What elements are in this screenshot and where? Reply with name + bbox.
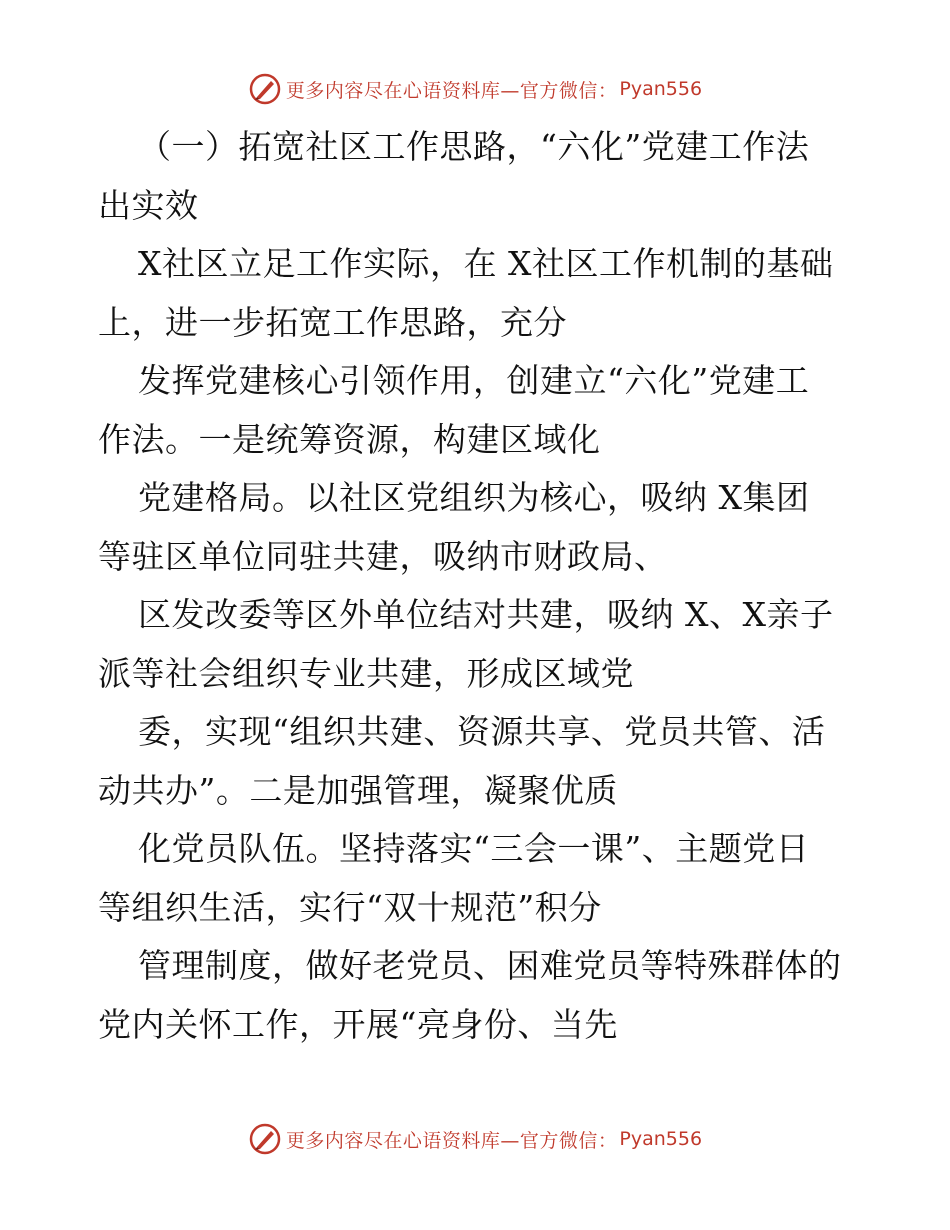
paragraph-line: 动共办”。二是加强管理，凝聚优质 [98,770,618,810]
paragraph-line: 发挥党建核心引领作用，创建立“六化”党建工 [138,361,810,400]
paragraph-line: 等驻区单位同驻共建，吸纳市财政局、 [98,536,668,576]
document-body [98,118,858,1054]
section-heading-line-2: 出实效 [98,185,199,225]
watermark-wechat-id: Pyan556 [619,1128,703,1150]
watermark-text: 更多内容尽在心语资料库—官方微信： [285,1129,618,1152]
quill-pen-logo-icon [248,1122,282,1156]
header-watermark [0,72,950,106]
paragraph-line: X社区立足工作实际，在 X社区工作机制的基础 [138,244,834,283]
paragraph-line: 等组织生活，实行“双十规范”积分 [98,887,602,927]
paragraph-line: 管理制度，做好老党员、困难党员等特殊群体的 [138,946,842,985]
section-heading-line-1: （一）拓宽社区工作思路，“六化”党建工作法 [138,127,810,166]
paragraph-line: 党建格局。以社区党组织为核心，吸纳 X集团 [138,478,810,517]
paragraph-line: 化党员队伍。坚持落实“三会一课”、主题党日 [138,829,810,868]
paragraph-line: 上，进一步拓宽工作思路，充分 [98,302,567,342]
footer-watermark [0,1122,950,1156]
quill-pen-logo-icon [248,72,282,106]
paragraph-line: 作法。一是统筹资源，构建区域化 [98,419,601,459]
paragraph-line: 委，实现“组织共建、资源共享、党员共管、活 [138,712,826,751]
paragraph-line: 党内关怀工作，开展“亮身份、当先 [98,1004,618,1044]
paragraph-line: 区发改委等区外单位结对共建，吸纳 X、X亲子 [138,595,834,634]
watermark-text: 更多内容尽在心语资料库—官方微信： [285,79,618,102]
watermark-wechat-id: Pyan556 [619,78,703,100]
paragraph-line: 派等社会组织专业共建，形成区域党 [98,653,634,693]
